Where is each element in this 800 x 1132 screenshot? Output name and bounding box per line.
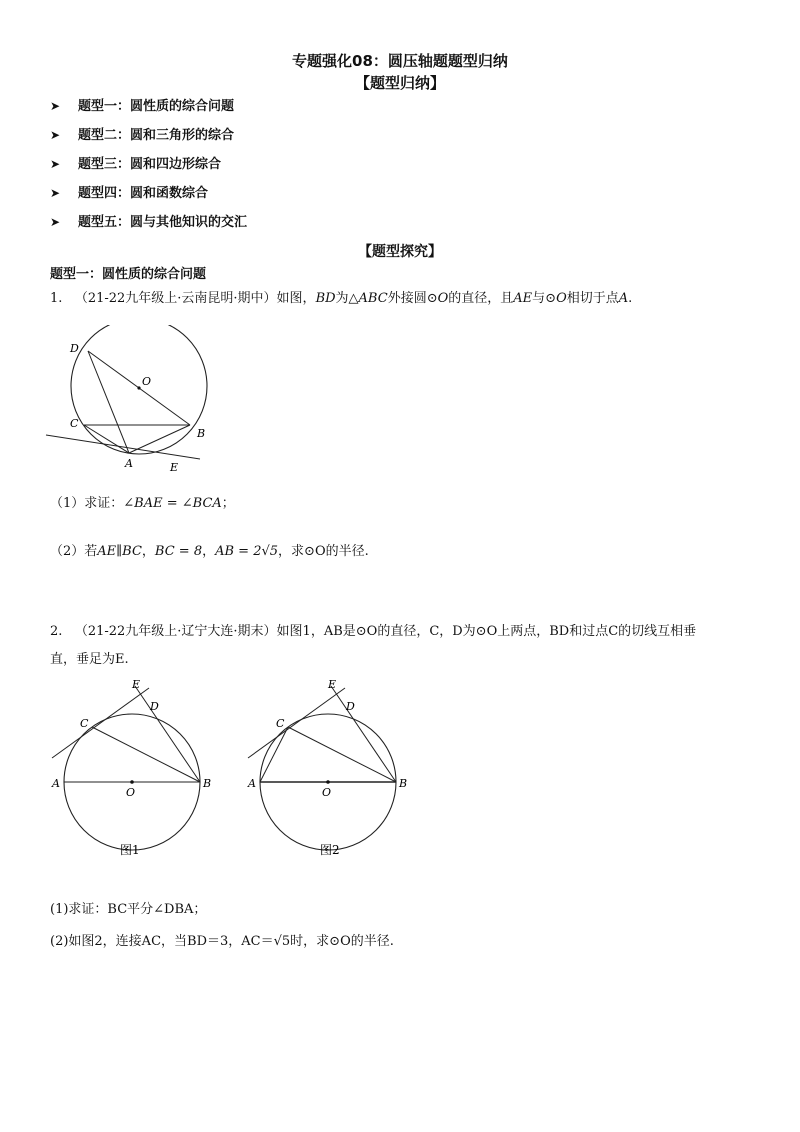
text-fragment: ， bbox=[141, 544, 155, 559]
label-b: B bbox=[197, 427, 206, 440]
label-a: A bbox=[52, 777, 60, 790]
label-c: C bbox=[80, 717, 89, 730]
math-term: AE∥BC bbox=[97, 544, 142, 559]
outline-item-label: 题型二：圆和三角形的综合 bbox=[78, 128, 235, 143]
outline-item bbox=[50, 211, 247, 230]
question-2-stem-line-1 bbox=[50, 620, 696, 639]
arrow-bullet-icon: ➤ bbox=[50, 186, 61, 200]
segment-cb bbox=[92, 727, 200, 782]
center-point bbox=[130, 780, 134, 784]
question-number: 2. bbox=[50, 624, 63, 639]
text-fragment: （2）若 bbox=[50, 544, 98, 559]
text-fragment: 的直径，且 bbox=[448, 291, 514, 306]
question-2-figure-1 bbox=[40, 676, 230, 866]
segment-be bbox=[331, 686, 396, 782]
arrow-bullet-icon: ➤ bbox=[50, 128, 61, 142]
text-fragment: ，求⊙O的半径. bbox=[278, 544, 369, 559]
tangent-line-ce bbox=[248, 688, 345, 758]
outline-item bbox=[50, 95, 234, 114]
center-point bbox=[326, 780, 330, 784]
arrow-bullet-icon: ➤ bbox=[50, 157, 61, 171]
label-a: A bbox=[248, 777, 256, 790]
figure-caption: 图2 bbox=[320, 843, 340, 857]
label-c: C bbox=[276, 717, 285, 730]
label-o: O bbox=[142, 375, 152, 388]
question-1-figure bbox=[40, 325, 220, 480]
text-fragment: 外接圆⊙ bbox=[387, 291, 438, 306]
outline-item-label: 题型一：圆性质的综合问题 bbox=[78, 99, 235, 114]
outline-item-label: 题型三：圆和四边形综合 bbox=[78, 157, 222, 172]
label-d: D bbox=[346, 700, 355, 713]
question-text: （21-22九年级上·辽宁大连·期末）如图1，AB是⊙O的直径，C，D为⊙O上两点，BD和过点C的切线互相垂 bbox=[74, 624, 697, 639]
label-b: B bbox=[203, 777, 212, 790]
segment-cb bbox=[288, 727, 396, 782]
arrow-bullet-icon: ➤ bbox=[50, 215, 61, 229]
label-d: D bbox=[70, 342, 79, 355]
text-fragment: 为△ bbox=[335, 291, 359, 306]
question-1-part-1 bbox=[50, 492, 235, 511]
text-fragment: 与⊙ bbox=[532, 291, 557, 306]
section-heading: 题型一：圆性质的综合问题 bbox=[50, 267, 207, 282]
question-source: （21-22九年级上·云南昆明·期中）如图， bbox=[74, 291, 316, 306]
math-term: O bbox=[437, 291, 449, 306]
math-term: ∠BAE = ∠BCA bbox=[123, 496, 222, 511]
label-b: B bbox=[399, 777, 408, 790]
figure-caption: 图1 bbox=[120, 843, 140, 857]
label-c: C bbox=[70, 417, 79, 430]
question-2-part-2 bbox=[50, 930, 394, 949]
outline-item bbox=[50, 124, 234, 143]
page-title: 专题强化08：圆压轴题题型归纳 bbox=[292, 52, 508, 70]
outline-item-label: 题型四：圆和函数综合 bbox=[78, 186, 209, 201]
text-fragment: （1）求证： bbox=[50, 496, 124, 511]
tangent-line-ce bbox=[52, 688, 149, 758]
math-term: AB = 2√5 bbox=[215, 544, 279, 559]
label-o: O bbox=[126, 786, 136, 799]
outline-item-label: 题型五：圆与其他知识的交汇 bbox=[78, 215, 248, 230]
question-2-stem-line-2: 直，垂足为E. bbox=[50, 652, 129, 667]
outline-item bbox=[50, 153, 221, 172]
explore-heading: 【题型探究】 bbox=[358, 244, 442, 260]
question-1-part-2 bbox=[50, 540, 369, 559]
math-term: A bbox=[618, 291, 629, 306]
label-d: D bbox=[150, 700, 159, 713]
text-fragment: ； bbox=[221, 496, 235, 511]
label-e: E bbox=[132, 678, 141, 691]
label-a: A bbox=[125, 457, 133, 470]
label-e: E bbox=[328, 678, 337, 691]
label-e: E bbox=[170, 461, 179, 474]
math-term: O bbox=[556, 291, 567, 306]
text-fragment: (2)如图2，连接AC，当BD＝3，AC＝ bbox=[50, 934, 274, 949]
math-term: AE bbox=[513, 291, 533, 306]
center-point bbox=[137, 386, 140, 389]
text-fragment: 时，求⊙O的半径. bbox=[290, 934, 394, 949]
text-fragment: 相切于点 bbox=[566, 291, 619, 306]
question-2-part-1: (1)求证：BC平分∠DBA； bbox=[50, 902, 207, 917]
arrow-bullet-icon: ➤ bbox=[50, 99, 61, 113]
outline-item bbox=[50, 182, 208, 201]
page-subtitle: 【题型归纳】 bbox=[354, 74, 445, 92]
segment-ac bbox=[260, 727, 288, 782]
segment-ac bbox=[84, 425, 129, 453]
math-term: BC = 8 bbox=[154, 544, 203, 559]
question-number: 1. bbox=[50, 291, 63, 306]
question-2-figure-2 bbox=[240, 676, 430, 866]
text-fragment: . bbox=[628, 291, 633, 306]
math-term: BD bbox=[315, 291, 336, 306]
math-term: ABC bbox=[358, 291, 388, 306]
label-o: O bbox=[322, 786, 332, 799]
math-term: √5 bbox=[273, 934, 291, 949]
segment-be bbox=[135, 686, 200, 782]
question-1-stem bbox=[50, 287, 632, 306]
text-fragment: ， bbox=[202, 544, 216, 559]
